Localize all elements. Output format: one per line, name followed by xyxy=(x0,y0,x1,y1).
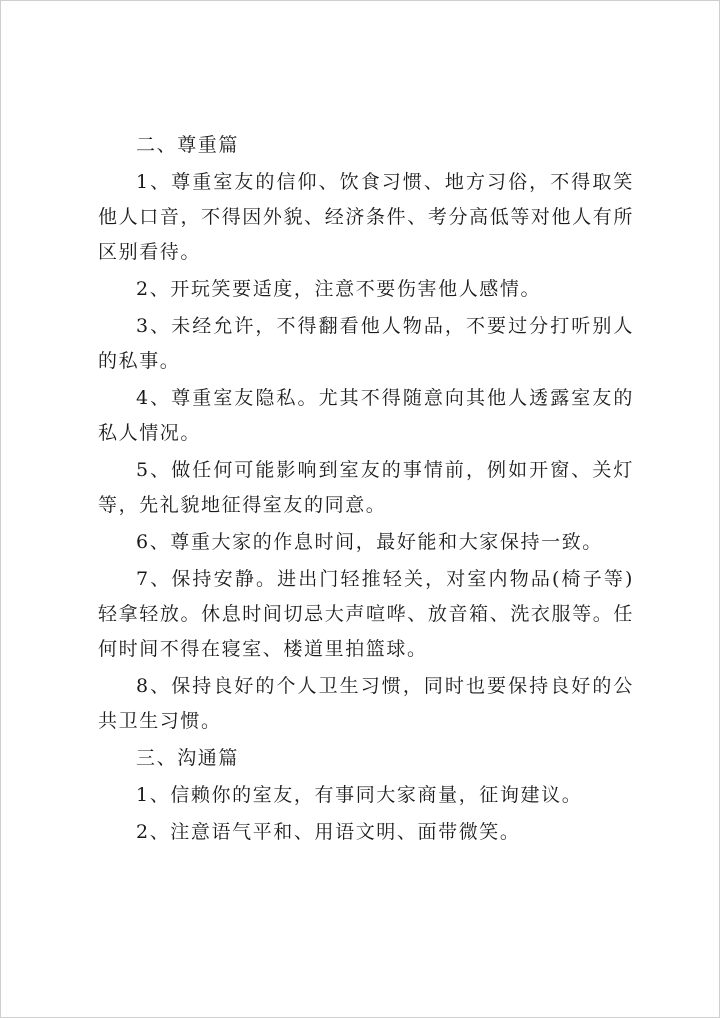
rule-paragraph: 7、保持安静。进出门轻推轻关，对室内物品(椅子等)轻拿轻放。休息时间切忌大声喧哗、放音箱、洗衣服等。任何时间不得在寝室、楼道里拍篮球。 xyxy=(98,568,634,660)
rule-paragraph: 8、保持良好的个人卫生习惯，同时也要保持良好的公共卫生习惯。 xyxy=(98,675,634,732)
rule-paragraph: 5、做任何可能影响到室友的事情前，例如开窗、关灯等，先礼貌地征得室友的同意。 xyxy=(98,459,634,516)
rule-paragraph: 4、尊重室友隐私。尤其不得随意向其他人透露室友的私人情况。 xyxy=(98,387,634,444)
rule-paragraph: 6、尊重大家的作息时间，最好能和大家保持一致。 xyxy=(136,531,603,553)
rule-paragraph: 2、注意语气平和、用语文明、面带微笑。 xyxy=(136,821,521,843)
rule-paragraph: 1、尊重室友的信仰、饮食习惯、地方习俗，不得取笑他人口音，不得因外貌、经济条件、考分高低等对他人有所区别看待。 xyxy=(98,171,634,263)
rule-paragraph: 2、开玩笑要适度，注意不要伤害他人感情。 xyxy=(136,278,542,300)
rule-paragraph: 1、信赖你的室友，有事同大家商量，征询建议。 xyxy=(136,784,583,806)
section-heading-respect: 二、尊重篇 xyxy=(136,134,240,156)
section-heading-communication: 三、沟通篇 xyxy=(136,747,240,769)
document-body xyxy=(98,128,634,850)
rule-paragraph: 3、未经允许，不得翻看他人物品，不要过分打听别人的私事。 xyxy=(98,315,634,372)
